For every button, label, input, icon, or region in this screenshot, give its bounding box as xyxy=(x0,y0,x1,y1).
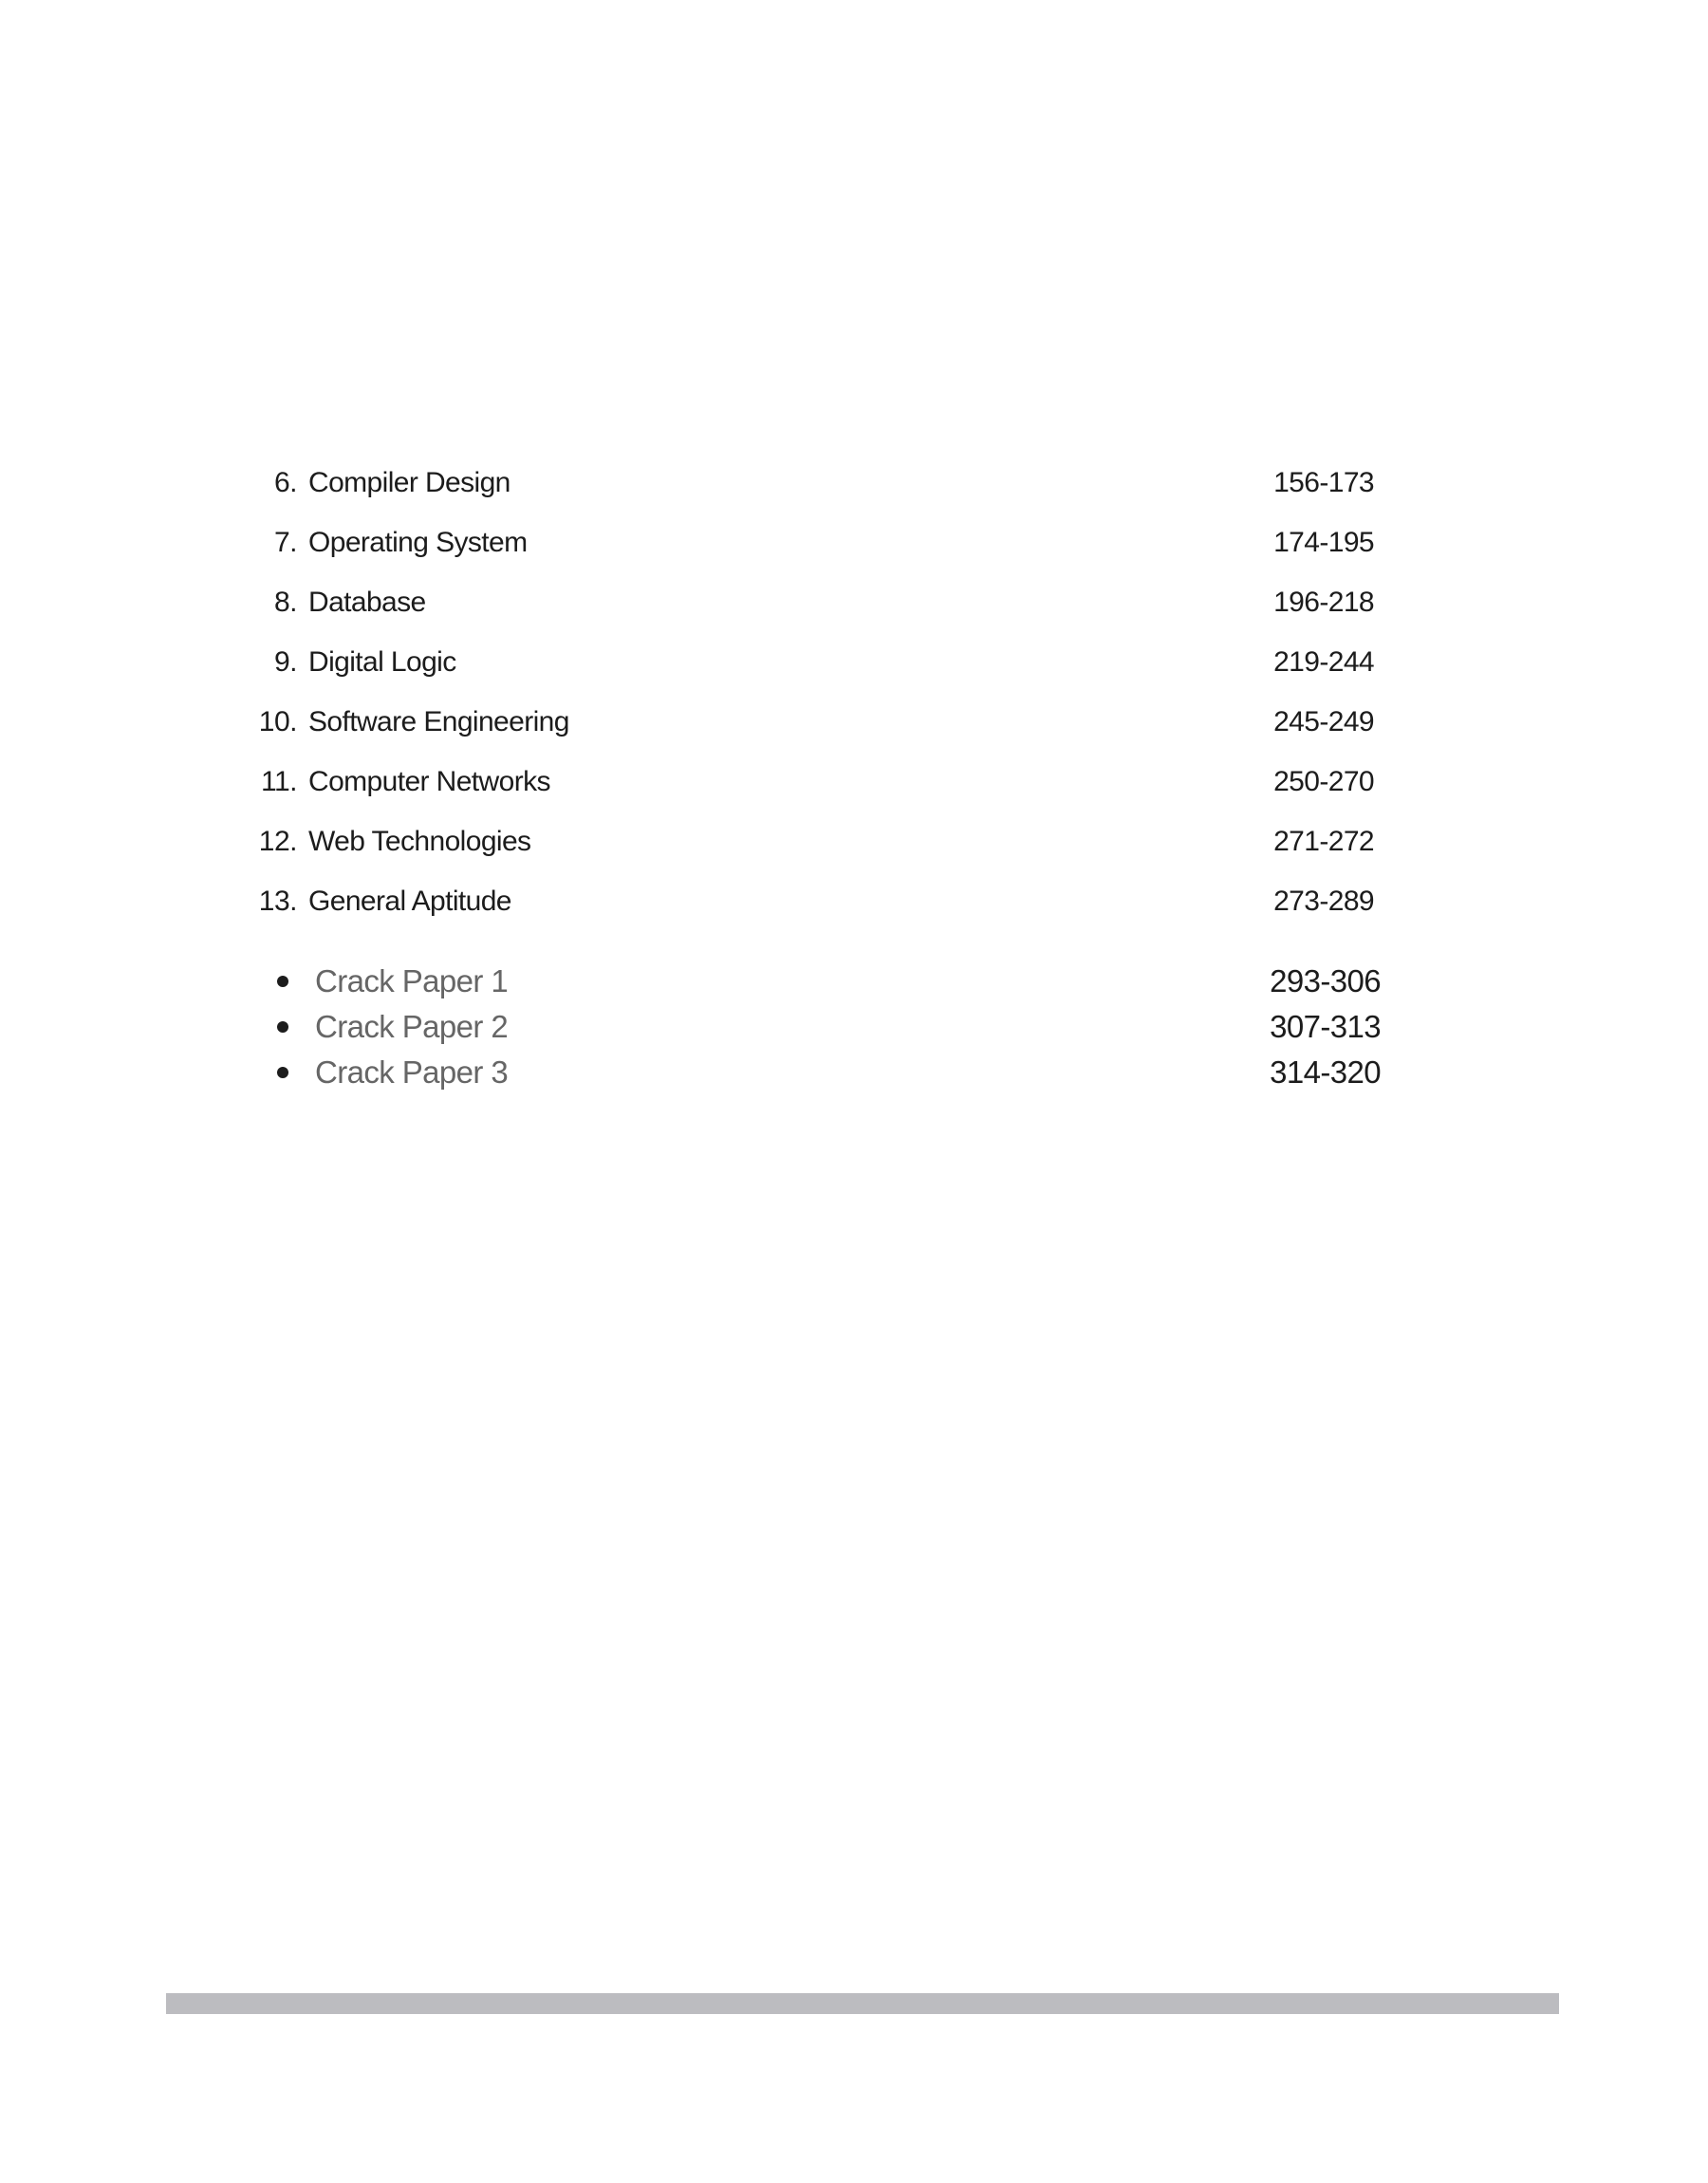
chapter-page-range: 245-249 xyxy=(1273,706,1374,737)
chapter-number: 8. xyxy=(273,587,297,618)
paper-title: Crack Paper 3 xyxy=(315,1054,509,1090)
paper-entry xyxy=(0,1003,1708,1051)
toc-entry xyxy=(0,818,1708,866)
chapter-title: Database xyxy=(308,587,426,618)
chapter-number: 12. xyxy=(258,826,297,857)
paper-title: Crack Paper 2 xyxy=(315,1009,509,1044)
chapter-title: Computer Networks xyxy=(308,766,550,797)
chapter-title: Operating System xyxy=(308,527,528,558)
chapter-page-range: 219-244 xyxy=(1273,646,1374,678)
paper-entry xyxy=(0,958,1708,1005)
chapter-page-range: 196-218 xyxy=(1273,587,1374,618)
toc-entry xyxy=(0,639,1708,686)
toc-entry xyxy=(0,579,1708,626)
chapter-title: Web Technologies xyxy=(308,826,531,857)
chapter-title: Compiler Design xyxy=(308,467,511,498)
bullet-icon xyxy=(277,1067,288,1078)
chapter-page-range: 273-289 xyxy=(1273,886,1374,917)
toc-entry xyxy=(0,699,1708,746)
bullet-icon xyxy=(277,976,288,987)
chapter-title: General Aptitude xyxy=(308,886,511,917)
chapter-page-range: 174-195 xyxy=(1273,527,1374,558)
chapter-number: 6. xyxy=(273,467,297,498)
paper-page-range: 293-306 xyxy=(1270,963,1381,998)
chapter-page-range: 250-270 xyxy=(1273,766,1374,797)
chapter-number: 9. xyxy=(273,646,297,678)
footer-bar xyxy=(166,1993,1559,2014)
toc-entry xyxy=(0,459,1708,507)
paper-entry xyxy=(0,1049,1708,1096)
paper-page-range: 307-313 xyxy=(1270,1009,1381,1044)
chapter-page-range: 156-173 xyxy=(1273,467,1374,498)
paper-title: Crack Paper 1 xyxy=(315,963,509,998)
chapter-number: 13. xyxy=(258,886,297,917)
toc-entry xyxy=(0,758,1708,806)
chapter-number: 10. xyxy=(258,706,297,737)
chapter-number: 7. xyxy=(273,527,297,558)
chapter-title: Digital Logic xyxy=(308,646,456,678)
paper-page-range: 314-320 xyxy=(1270,1054,1381,1090)
toc-entry xyxy=(0,519,1708,567)
chapter-title: Software Engineering xyxy=(308,706,569,737)
chapter-number: 11. xyxy=(261,766,297,797)
chapter-page-range: 271-272 xyxy=(1273,826,1374,857)
bullet-icon xyxy=(277,1021,288,1033)
toc-entry xyxy=(0,878,1708,925)
